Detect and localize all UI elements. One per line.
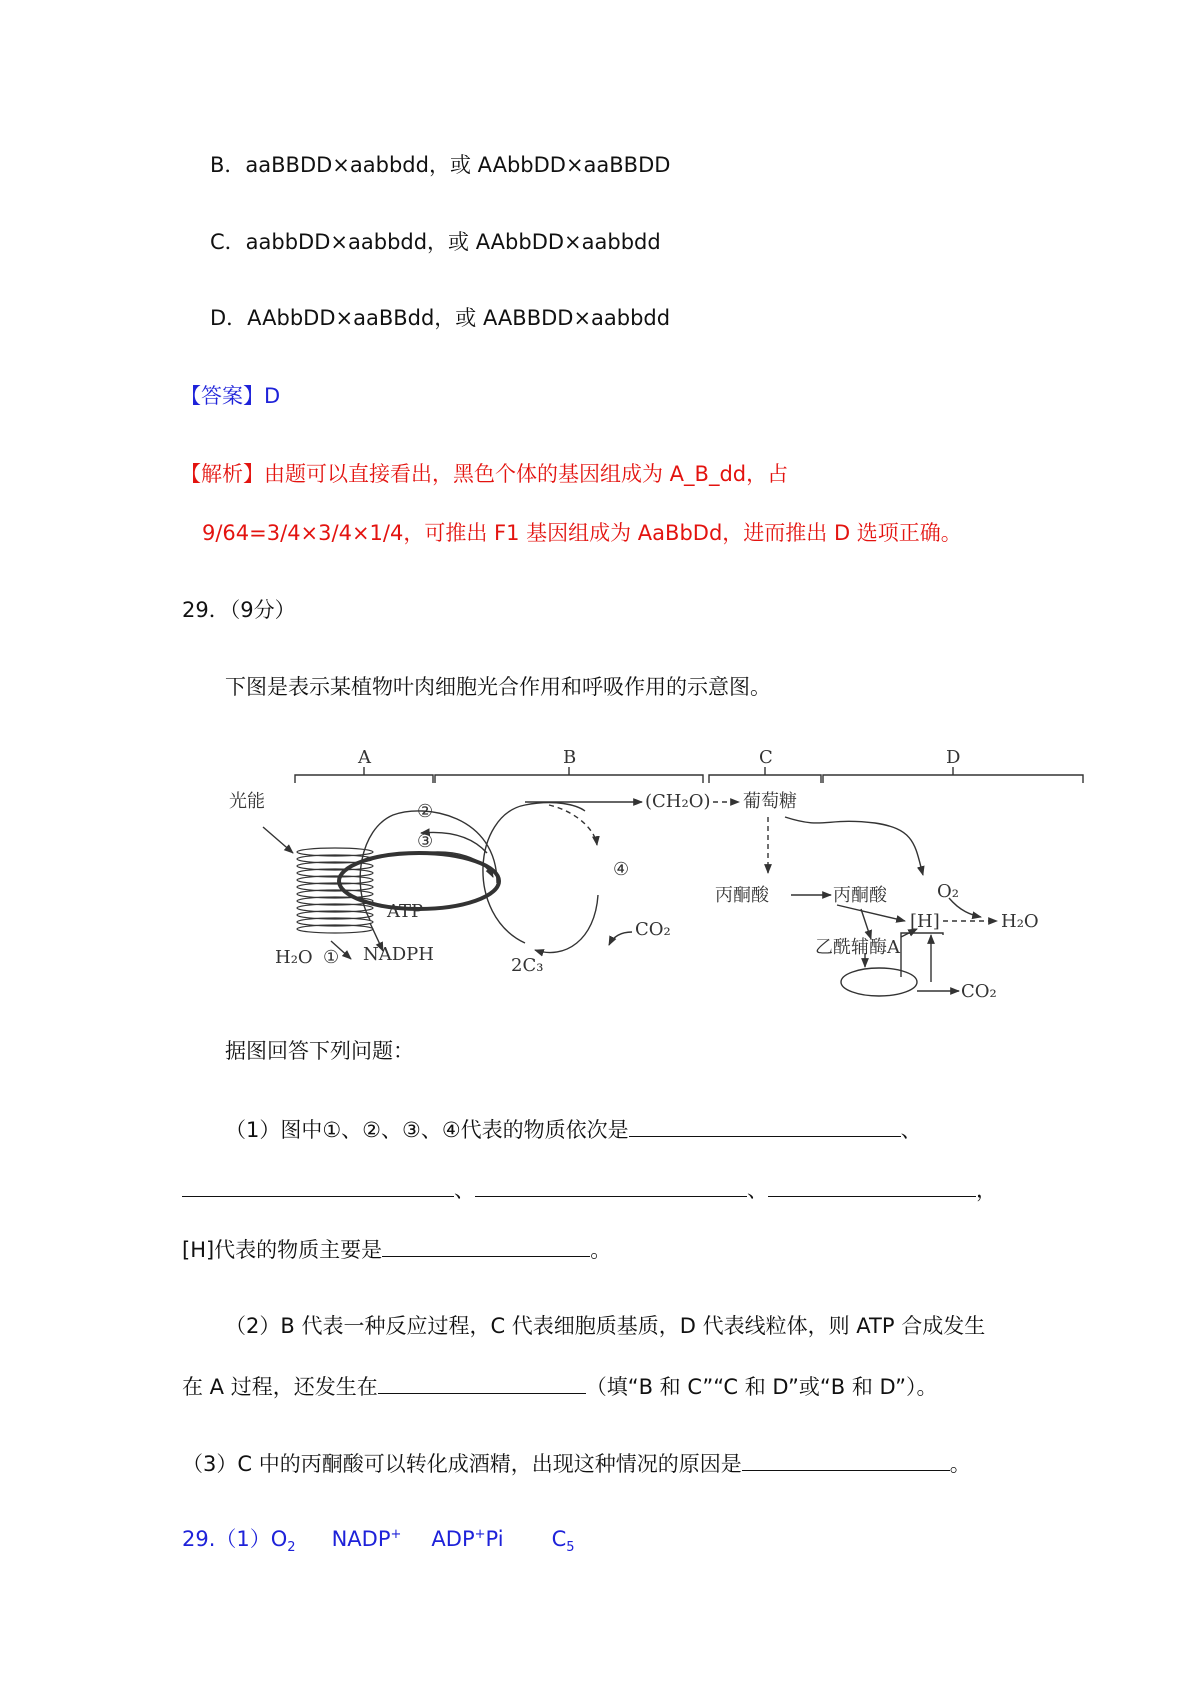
label-h: [H] xyxy=(910,911,940,932)
sep-comma: ， xyxy=(976,1178,997,1202)
answer-adp: ADP+Pi xyxy=(431,1527,504,1551)
option-c: C．aabbDD×aabbdd，或 AAbbDD×aabbdd xyxy=(210,230,661,254)
analysis-text-1: 由题可以直接看出，黑色个体的基因组成为 A_B_dd，占 xyxy=(264,462,789,486)
q1-text: （1）图中①、②、③、④代表的物质依次是 xyxy=(225,1118,629,1142)
q1-line-2 xyxy=(182,1178,997,1201)
question-prompt: 据图回答下列问题： xyxy=(225,1039,414,1063)
q1-line-1 xyxy=(225,1118,922,1141)
label-b: B xyxy=(563,747,577,768)
sep-dun: 、 xyxy=(900,1118,922,1142)
label-co2-b: CO₂ xyxy=(635,919,671,940)
answer-c5: $C_5$ xyxy=(551,1527,575,1556)
answer-value: D xyxy=(264,384,281,408)
answer-o2: $O_2$ xyxy=(270,1527,296,1556)
q3-text: （3）C 中的丙酮酸可以转化成酒精，出现这种情况的原因是 xyxy=(182,1452,742,1476)
sep-dun: 、 xyxy=(747,1178,768,1202)
blank-1[interactable] xyxy=(629,1118,901,1137)
period: 。 xyxy=(590,1238,612,1262)
label-c: C xyxy=(759,747,773,768)
answer-line xyxy=(182,1528,575,1554)
label-nadph: NADPH xyxy=(363,944,434,965)
label-pyruvate-2: 丙酮酸 xyxy=(833,885,887,906)
label-glucose: 葡萄糖 xyxy=(743,791,797,812)
label-c3: 2C₃ xyxy=(511,955,544,976)
bracket-b xyxy=(435,775,703,783)
label-pyruvate-1: 丙酮酸 xyxy=(715,885,769,906)
answer-prefix: 29.（1） xyxy=(182,1527,271,1551)
answer-nadp: NADP+ xyxy=(331,1527,402,1551)
label-h2o-right: H₂O xyxy=(1001,911,1039,932)
blank-3[interactable] xyxy=(475,1178,747,1197)
h-text: [H]代表的物质主要是 xyxy=(182,1238,383,1262)
analysis-line-2: 9/64=3/4×3/4×1/4，可推出 F1 基因组成为 AaBbDd，进而推出 D 选项正确。 xyxy=(202,521,962,545)
option-d: D．AAbbDD×aaBBdd，或 AABBDD×aabbdd xyxy=(210,306,671,330)
q3-line xyxy=(182,1452,971,1475)
label-acetyl-coa: 乙酰辅酶A xyxy=(815,937,900,958)
q2-text: 在 A 过程，还发生在 xyxy=(182,1375,378,1399)
label-n1: ① xyxy=(323,947,340,968)
label-d: D xyxy=(946,747,961,768)
photosynthesis-respiration-diagram xyxy=(225,745,1085,1005)
q2-line-2 xyxy=(182,1375,938,1398)
q2-line-1: （2）B 代表一种反应过程，C 代表细胞质基质，D 代表线粒体，则 ATP 合成发生 xyxy=(225,1314,986,1338)
answer-label: 【答案】 xyxy=(180,384,264,408)
question-number: 29．（9分） xyxy=(182,598,296,622)
blank-6[interactable] xyxy=(378,1375,586,1394)
analysis-label: 【解析】 xyxy=(180,462,264,486)
question-intro: 下图是表示某植物叶肉细胞光合作用和呼吸作用的示意图。 xyxy=(225,675,771,699)
label-co2-d: CO₂ xyxy=(961,981,997,1002)
period: 。 xyxy=(949,1452,971,1476)
label-n2: ② xyxy=(417,801,434,822)
label-n4: ④ xyxy=(613,859,630,880)
bracket-a xyxy=(295,775,433,783)
option-b: B．aaBBDD×aabbdd，或 AAbbDD×aaBBDD xyxy=(210,153,671,177)
label-o2: O₂ xyxy=(937,881,959,902)
analysis-line-1 xyxy=(180,464,788,485)
bracket-d xyxy=(823,775,1083,783)
label-a: A xyxy=(358,747,371,768)
q2-hint: （填“B 和 C”“C 和 D”或“B 和 D”）。 xyxy=(585,1375,938,1399)
blank-4[interactable] xyxy=(768,1178,976,1197)
label-h2o-left: H₂O xyxy=(275,947,313,968)
bracket-c xyxy=(709,775,821,783)
q1-line-3 xyxy=(182,1238,611,1261)
label-n3: ③ xyxy=(417,831,434,852)
blank-2[interactable] xyxy=(182,1178,454,1197)
label-atp: ATP xyxy=(387,901,424,922)
answer xyxy=(180,386,280,407)
label-light: 光能 xyxy=(229,791,265,812)
sep-dun: 、 xyxy=(454,1178,475,1202)
blank-5[interactable] xyxy=(382,1238,590,1257)
label-ch2o: (CH₂O) xyxy=(645,791,711,812)
blank-7[interactable] xyxy=(742,1452,950,1471)
